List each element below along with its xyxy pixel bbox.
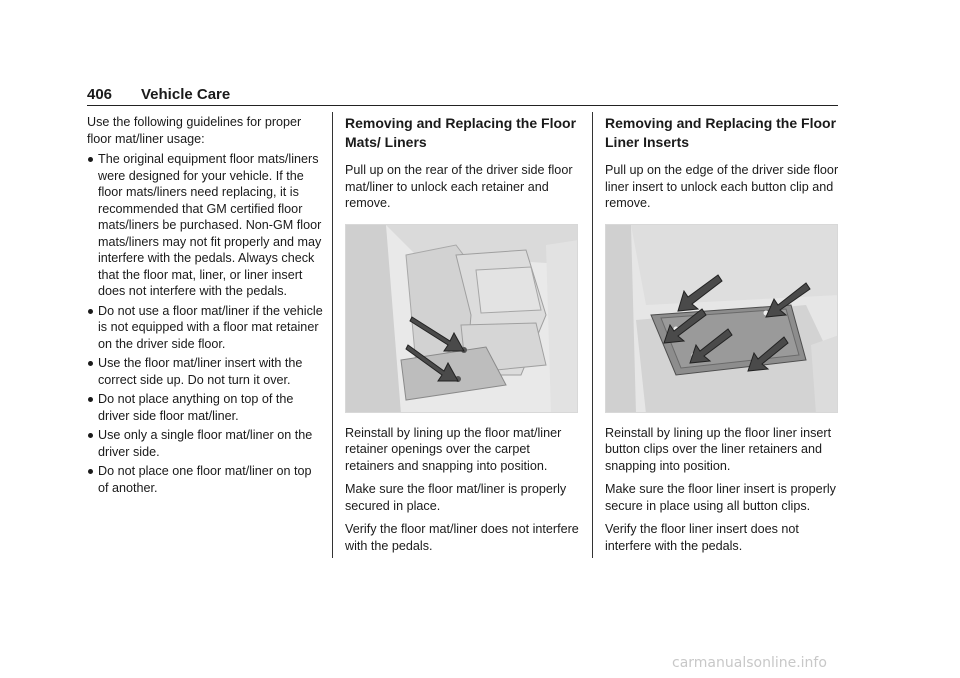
liner-insert-illustration — [605, 224, 838, 413]
list-item-text: Use the floor mat/liner insert with the correct side up. Do not turn it over. — [98, 356, 303, 387]
paragraph: Verify the floor liner insert does not interfere with the pedals. — [605, 522, 799, 553]
bullet-icon — [88, 157, 93, 162]
list-item — [87, 303, 323, 353]
car-interior-floor-mat-image — [346, 225, 578, 413]
paragraph: Make sure the floor liner insert is properly secure in place using all button clips. — [605, 482, 836, 513]
paragraph: Pull up on the edge of the driver side floor liner insert to unlock each button clip and remove. — [605, 163, 839, 210]
paragraph: Verify the floor mat/liner does not interfere with the pedals. — [345, 522, 579, 553]
column-divider — [592, 112, 593, 558]
list-item — [87, 151, 323, 300]
heading-liner-inserts: Removing and Replacing the Floor Liner Inserts — [605, 115, 837, 150]
paragraph: Make sure the floor mat/liner is properly secured in place. — [345, 482, 567, 513]
heading-floor-mats: Removing and Replacing the Floor Mats/ Liners — [345, 115, 577, 150]
watermark: carmanualsonline.info — [672, 655, 827, 671]
section-title: Vehicle Care — [141, 86, 231, 103]
column-liner-inserts — [605, 114, 841, 561]
paragraph: Reinstall by lining up the floor liner insert button clips over the liner retainers and snapping into position. — [605, 425, 832, 473]
page-number: 406 — [87, 86, 113, 103]
floor-mat-illustration — [345, 224, 578, 413]
floor-liner-insert-image — [606, 225, 838, 413]
list-item-text: Do not place one floor mat/liner on top of another. — [98, 464, 312, 495]
bullet-icon — [88, 433, 93, 438]
column-divider — [332, 112, 333, 558]
list-item-text: Use only a single floor mat/liner on the driver side. — [98, 428, 313, 459]
bullet-icon — [88, 469, 93, 474]
bullet-icon — [88, 397, 93, 402]
guideline-list — [87, 151, 323, 496]
bullet-icon — [88, 309, 93, 314]
intro-paragraph: Use the following guidelines for proper floor mat/liner usage: — [87, 115, 302, 146]
list-item — [87, 427, 323, 460]
bullet-icon — [88, 361, 93, 366]
list-item — [87, 391, 323, 424]
column-guidelines — [87, 114, 323, 499]
paragraph: Pull up on the rear of the driver side floor mat/liner to unlock each retainer and remove. — [345, 163, 573, 210]
list-item — [87, 355, 323, 388]
list-item-text: The original equipment floor mats/liners were designed for your vehicle. If the floor mats/liners need replacing, it is recommended that GM certified floor mats/liners be purchased. Non-GM floor mats/liners may not fit properly and may interfere with the pedals. Always check that the floor mat, liner, or liner insert does not interfere with the pedals. — [98, 152, 322, 298]
list-item-text: Do not use a floor mat/liner if the vehicle is not equipped with a floor mat retainer on the driver side floor. — [98, 303, 323, 351]
paragraph: Reinstall by lining up the floor mat/liner retainer openings over the carpet retainers and snapping into position. — [345, 425, 562, 473]
list-item — [87, 463, 323, 496]
column-floor-mats — [345, 114, 581, 561]
page-header — [87, 86, 838, 106]
list-item-text: Do not place anything on top of the driver side floor mat/liner. — [98, 392, 294, 423]
